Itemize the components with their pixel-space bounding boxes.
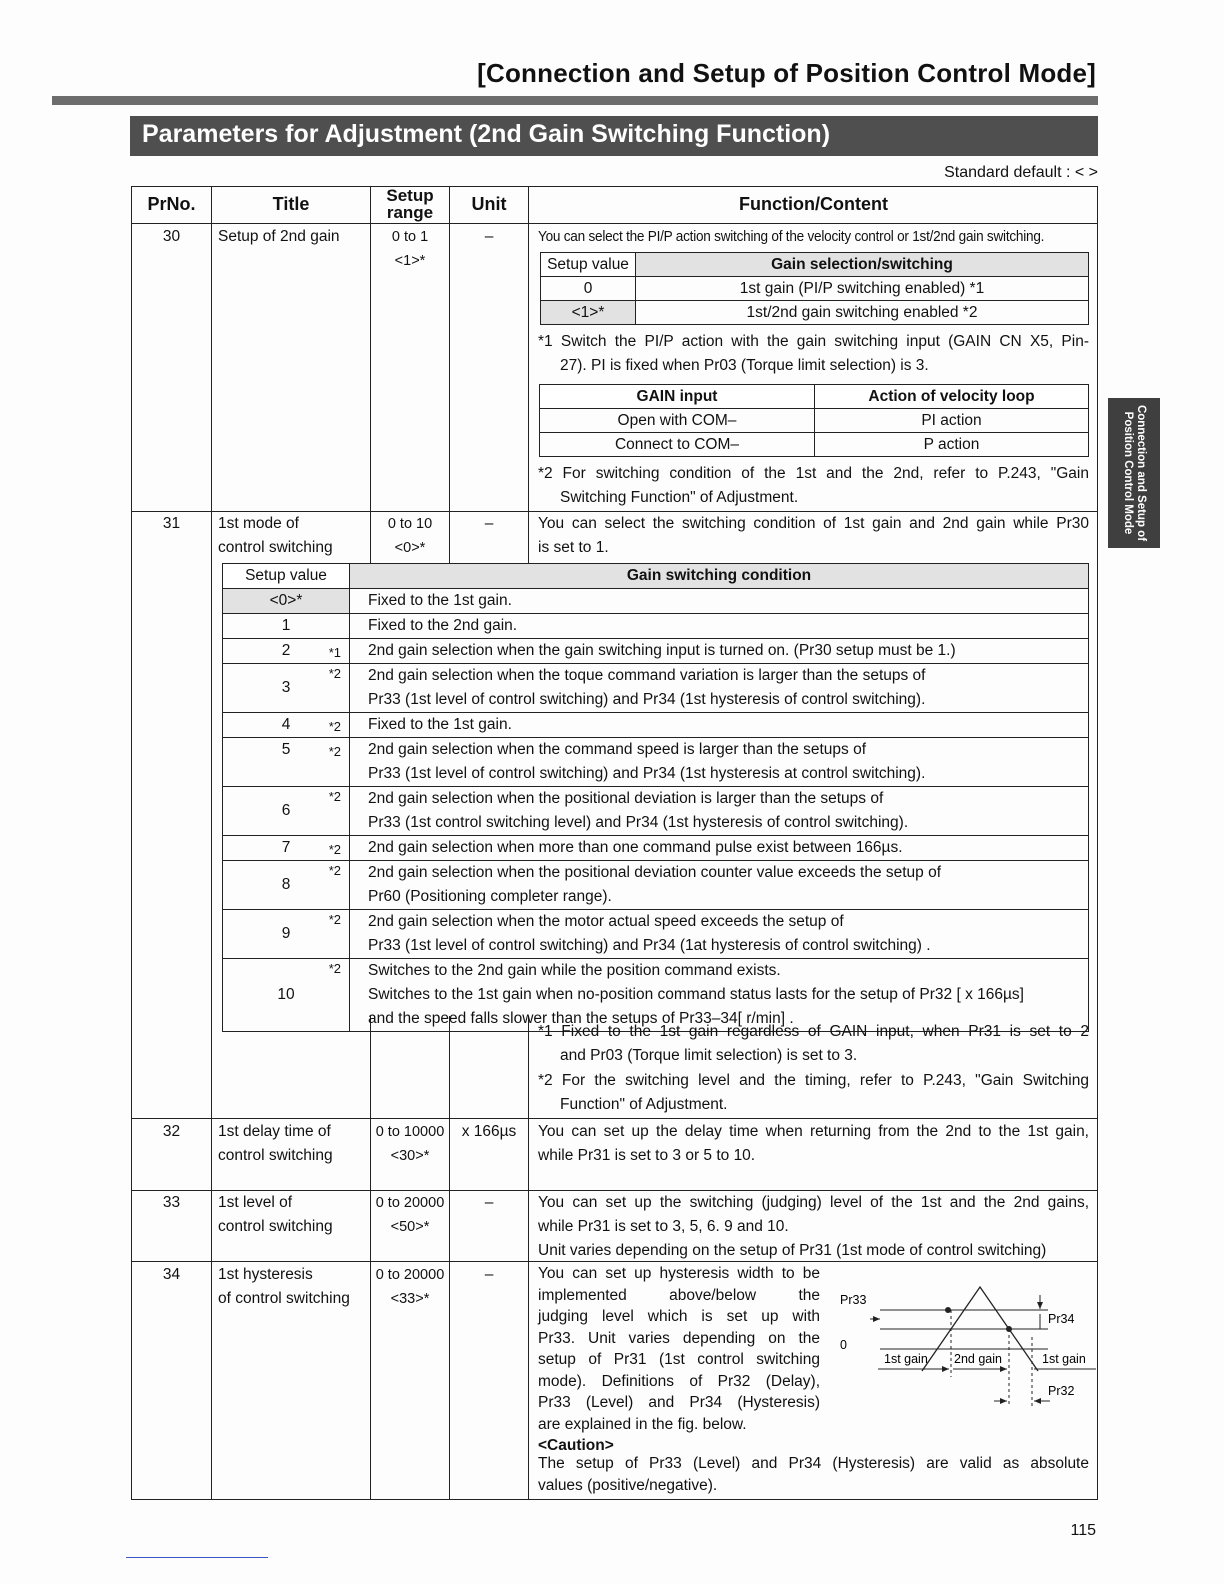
pr34-unit: – — [484, 1266, 494, 1283]
pr31-desc-line2: is set to 1. — [538, 539, 609, 556]
pr33-title-line2: control switching — [218, 1218, 333, 1235]
gain-table-value: <1>* — [541, 301, 636, 325]
cond-row-6 — [350, 787, 1089, 836]
cond-note-mark: *2 — [328, 863, 341, 878]
col-header-setup-range — [371, 187, 449, 221]
diagram-label-gain1-right: 1st gain — [1042, 1352, 1086, 1366]
gain-table-header-selection: Gain selection/switching — [636, 253, 1089, 277]
pr34-default: <33>* — [390, 1291, 430, 1307]
cond-note-mark: *1 — [328, 645, 341, 660]
col-sep — [528, 1016, 529, 1500]
cond-line: Pr33 (1st level of control switching) and Pr34 (1st hysteresis of control switching). — [368, 691, 926, 708]
col-sep — [211, 187, 212, 1500]
cond-line: Fixed to the 1st gain. — [368, 592, 512, 609]
page-header-title: [Connection and Setup of Position Control Mode] — [477, 58, 1096, 88]
pr32-title-line2: control switching — [218, 1147, 333, 1164]
cond-value-text: 9 — [281, 925, 291, 942]
cond-note-mark: *2 — [328, 666, 341, 681]
cond-note-mark: *2 — [328, 842, 341, 857]
cond-line: and the speed falls slower than the setups of Pr33–34[ r/min] . — [368, 1010, 794, 1027]
col-header-title: Title — [272, 194, 310, 214]
loop-table-input: Open with COM– — [540, 409, 815, 433]
cond-row-2 — [350, 639, 1089, 664]
pr30-range: 0 to 1 — [391, 229, 429, 245]
header-row-line — [132, 223, 1098, 224]
pr32-default: <30>* — [390, 1148, 430, 1164]
cond-line: 2nd gain selection when the gain switching input is turned on. (Pr30 setup must be 1.) — [368, 642, 956, 659]
pr34-caution-line1: The setup of Pr33 (Level) and Pr34 (Hysteresis) are valid as absolute — [538, 1455, 1089, 1472]
col-header-prno: PrNo. — [147, 194, 196, 214]
pr31-note2-line2: Function" of Adjustment. — [560, 1096, 728, 1113]
cond-value-4 — [223, 713, 350, 738]
pr31-range: 0 to 10 — [387, 516, 433, 532]
cond-line: Pr33 (1st level of control switching) and Pr34 (1st hysteresis at control switching). — [368, 765, 926, 782]
cond-row-0 — [350, 589, 1089, 614]
cond-value-3 — [223, 664, 350, 713]
pr30-default: <1>* — [394, 253, 426, 269]
side-chapter-tab[interactable] — [1108, 398, 1160, 548]
gain-table-header-setup: Setup value — [541, 253, 636, 277]
cond-note-mark: *2 — [328, 744, 341, 759]
pr33-number: 33 — [162, 1194, 181, 1211]
pr32-number: 32 — [162, 1123, 181, 1140]
pr33-title-line1: 1st level of — [218, 1194, 293, 1211]
pr33-desc-line1: You can set up the switching (judging) level of the 1st and the 2nd gains, — [538, 1194, 1089, 1211]
cond-line: 2nd gain selection when the motor actual speed exceeds the setup of — [368, 913, 844, 930]
cond-line: Fixed to the 1st gain. — [368, 716, 512, 733]
pr32-desc-line1: You can set up the delay time when returning from the 2nd to the 1st gain, — [538, 1123, 1089, 1140]
side-tab-line-1: Connection and Setup of — [1135, 404, 1147, 542]
gain-table-desc: 1st gain (PI/P switching enabled) *1 — [636, 277, 1089, 301]
pr34-title-line2: of control switching — [218, 1290, 350, 1307]
pr31-condition-table — [222, 563, 1089, 1032]
section-title: Parameters for Adjustment (2nd Gain Switching Function) — [142, 120, 831, 148]
diagram-label-pr32: Pr32 — [1048, 1384, 1075, 1398]
cond-value-text: 5 — [281, 741, 291, 758]
pr33-default: <50>* — [390, 1219, 430, 1235]
cond-line: 2nd gain selection when the positional deviation is larger than the setups of — [368, 790, 884, 807]
cond-value-text: 1 — [281, 617, 291, 634]
cond-value-text: 10 — [277, 986, 295, 1003]
row-line — [132, 1118, 1098, 1119]
pr32-title-line1: 1st delay time of — [218, 1123, 331, 1140]
pr34-description — [538, 1263, 820, 1457]
cond-row-9 — [350, 910, 1089, 959]
parameter-table — [131, 186, 1098, 1500]
pr30-note1-line2: 27). PI is fixed when Pr03 (Torque limit selection) is 3. — [560, 357, 929, 374]
pr31-number: 31 — [162, 515, 181, 532]
cond-note-mark: *2 — [328, 912, 341, 927]
cond-value-text: 6 — [281, 802, 291, 819]
diagram-label-pr34: Pr34 — [1048, 1312, 1075, 1326]
col-header-setup: Setup — [386, 186, 434, 205]
pr31-unit: – — [484, 515, 494, 532]
loop-table-header-gain: GAIN input — [540, 385, 815, 409]
col-header-function: Function/Content — [739, 194, 888, 214]
col-sep — [449, 1016, 450, 1500]
footer-link-underline[interactable] — [126, 1557, 268, 1558]
cond-note-mark: *2 — [328, 961, 341, 976]
cond-row-7 — [350, 836, 1089, 861]
cond-line: Switches to the 2nd gain while the position command exists. — [368, 962, 781, 979]
loop-table-header-action: Action of velocity loop — [815, 385, 1089, 409]
cond-note-mark: *2 — [328, 789, 341, 804]
cond-value-0 — [223, 589, 350, 614]
cond-row-4 — [350, 713, 1089, 738]
pr33-desc-line3: Unit varies depending on the setup of Pr31 (1st mode of control switching) — [538, 1242, 1047, 1259]
cond-header-condition: Gain switching condition — [350, 564, 1089, 589]
pr34-desc-line: Pr33. Unit varies depending on the — [538, 1329, 820, 1347]
pr34-desc-line: mode). Definitions of Pr32 (Delay), — [538, 1372, 820, 1390]
cond-value-text: 8 — [281, 876, 291, 893]
cond-line: 2nd gain selection when the positional deviation counter value exceeds the setup of — [368, 864, 942, 881]
cond-line: Pr33 (1st control switching level) and Pr34 (1st hysteresis of control switching). — [368, 814, 909, 831]
pr34-title-line1: 1st hysteresis — [218, 1266, 313, 1283]
pr34-desc-last: are explained in the fig. below. — [538, 1415, 747, 1433]
pr31-note2-line1: *2 For the switching level and the timing, refer to P.243, "Gain Switching — [538, 1072, 1089, 1089]
pr32-unit: x 166µs — [461, 1123, 517, 1140]
cond-value-7 — [223, 836, 350, 861]
cond-line: 2nd gain selection when the command speed is larger than the setups of — [368, 741, 867, 758]
cond-row-5 — [350, 738, 1089, 787]
cond-row-8 — [350, 861, 1089, 910]
pr34-desc-line: setup of Pr31 (1st control switching — [538, 1351, 820, 1368]
switch-point-up — [945, 1307, 951, 1313]
pr30-number: 30 — [162, 228, 181, 245]
cond-value-5 — [223, 738, 350, 787]
section-banner — [130, 116, 1098, 156]
cond-value-10 — [223, 959, 350, 1032]
cond-value-6 — [223, 787, 350, 836]
pr30-intro: You can select the PI/P action switching of the velocity control or 1st/2nd gain switching. — [538, 229, 1045, 245]
gain-table-value: 0 — [541, 277, 636, 301]
hysteresis-diagram — [828, 1277, 1098, 1437]
pr31-desc-line1: You can select the switching condition of 1st gain and 2nd gain while Pr30 — [538, 515, 1089, 532]
standard-default-note: Standard default : < > — [944, 164, 1098, 181]
col-sep — [370, 1016, 371, 1500]
cond-value-9 — [223, 910, 350, 959]
side-tab-line-2: Position Control Mode — [1122, 411, 1134, 535]
pr34-desc-line: You can set up hysteresis width to be — [538, 1265, 820, 1282]
col-header-range: range — [386, 203, 434, 222]
cond-header-setup: Setup value — [223, 564, 350, 589]
pr30-note1-line1: *1 Switch the PI/P action with the gain switching input (GAIN CN X5, Pin- — [538, 333, 1089, 350]
pr31-title-line1: 1st mode of — [218, 515, 299, 532]
cond-line: Switches to the 1st gain when no-position command status lasts for the setup of Pr32 [ x 166µs] — [368, 986, 1024, 1003]
cond-line: Pr33 (1st level of control switching) and Pr34 (1at hysteresis of control switching) . — [368, 937, 931, 954]
pr30-unit: – — [484, 228, 494, 245]
pr34-number: 34 — [162, 1266, 181, 1283]
loop-table-action: P action — [815, 433, 1089, 457]
pr34-desc-line: judging level which is set up with — [538, 1308, 820, 1325]
pr32-range: 0 to 10000 — [375, 1124, 445, 1140]
loop-table-input: Connect to COM– — [540, 433, 815, 457]
diagram-label-pr33: Pr33 — [840, 1293, 867, 1307]
cond-line: Pr60 (Positioning completer range). — [368, 888, 612, 905]
cond-value-text: 3 — [281, 679, 291, 696]
pr30-gain-table — [540, 252, 1089, 325]
cond-value-1 — [223, 614, 350, 639]
gain-table-desc: 1st/2nd gain switching enabled *2 — [636, 301, 1089, 325]
pr31-note1-line1: *1 Fixed to the 1st gain regardless of GAIN input, when Pr31 is set to 2 — [538, 1023, 1089, 1040]
pr34-desc-line: implemented above/below the — [538, 1286, 820, 1304]
diagram-label-gain2: 2nd gain — [954, 1352, 1002, 1366]
pr34-caution-title: <Caution> — [538, 1437, 614, 1454]
cond-value-8 — [223, 861, 350, 910]
diagram-label-gain1-left: 1st gain — [884, 1352, 928, 1366]
pr33-unit: – — [484, 1194, 494, 1211]
cond-line: 2nd gain selection when more than one command pulse exist between 166µs. — [368, 839, 903, 856]
pr34-range: 0 to 20000 — [375, 1267, 445, 1283]
cond-value-2 — [223, 639, 350, 664]
pr34-caution-line2: values (positive/negative). — [538, 1477, 718, 1494]
pr32-desc-line2: while Pr31 is set to 3 or 5 to 10. — [538, 1147, 756, 1164]
loop-table-action: PI action — [815, 409, 1089, 433]
cond-line: 2nd gain selection when the toque command variation is larger than the setups of — [368, 667, 926, 684]
cond-row-3 — [350, 664, 1089, 713]
pr31-title-line2: control switching — [218, 539, 333, 556]
pr30-note2-line2: Switching Function" of Adjustment. — [560, 489, 799, 506]
col-sep — [528, 187, 529, 563]
pr33-desc-line2: while Pr31 is set to 3, 5, 6. 9 and 10. — [538, 1218, 789, 1235]
pr33-range: 0 to 20000 — [375, 1195, 445, 1211]
pr34-desc-line: Pr33 (Level) and Pr34 (Hysteresis) — [538, 1394, 820, 1411]
pr30-title: Setup of 2nd gain — [218, 228, 340, 245]
pr30-note2-line1: *2 For switching condition of the 1st and the 2nd, refer to P.243, "Gain — [538, 465, 1089, 482]
cond-row-1 — [350, 614, 1089, 639]
pr31-note1-line2: and Pr03 (Torque limit selection) is set to 3. — [560, 1047, 858, 1064]
page-number: 115 — [1070, 1522, 1096, 1539]
col-header-unit: Unit — [471, 194, 507, 214]
diagram-label-zero: 0 — [840, 1338, 847, 1352]
cond-value-text: 2 — [281, 642, 291, 659]
pr31-default: <0>* — [394, 540, 426, 556]
header-divider — [52, 96, 1098, 105]
pr30-velocity-loop-table — [539, 384, 1089, 457]
cond-value-text: 7 — [281, 839, 291, 856]
cond-value-text: 4 — [281, 716, 291, 733]
cond-line: Fixed to the 2nd gain. — [368, 617, 518, 634]
cond-note-mark: *2 — [328, 719, 341, 734]
cond-value-text: <0>* — [269, 592, 303, 609]
